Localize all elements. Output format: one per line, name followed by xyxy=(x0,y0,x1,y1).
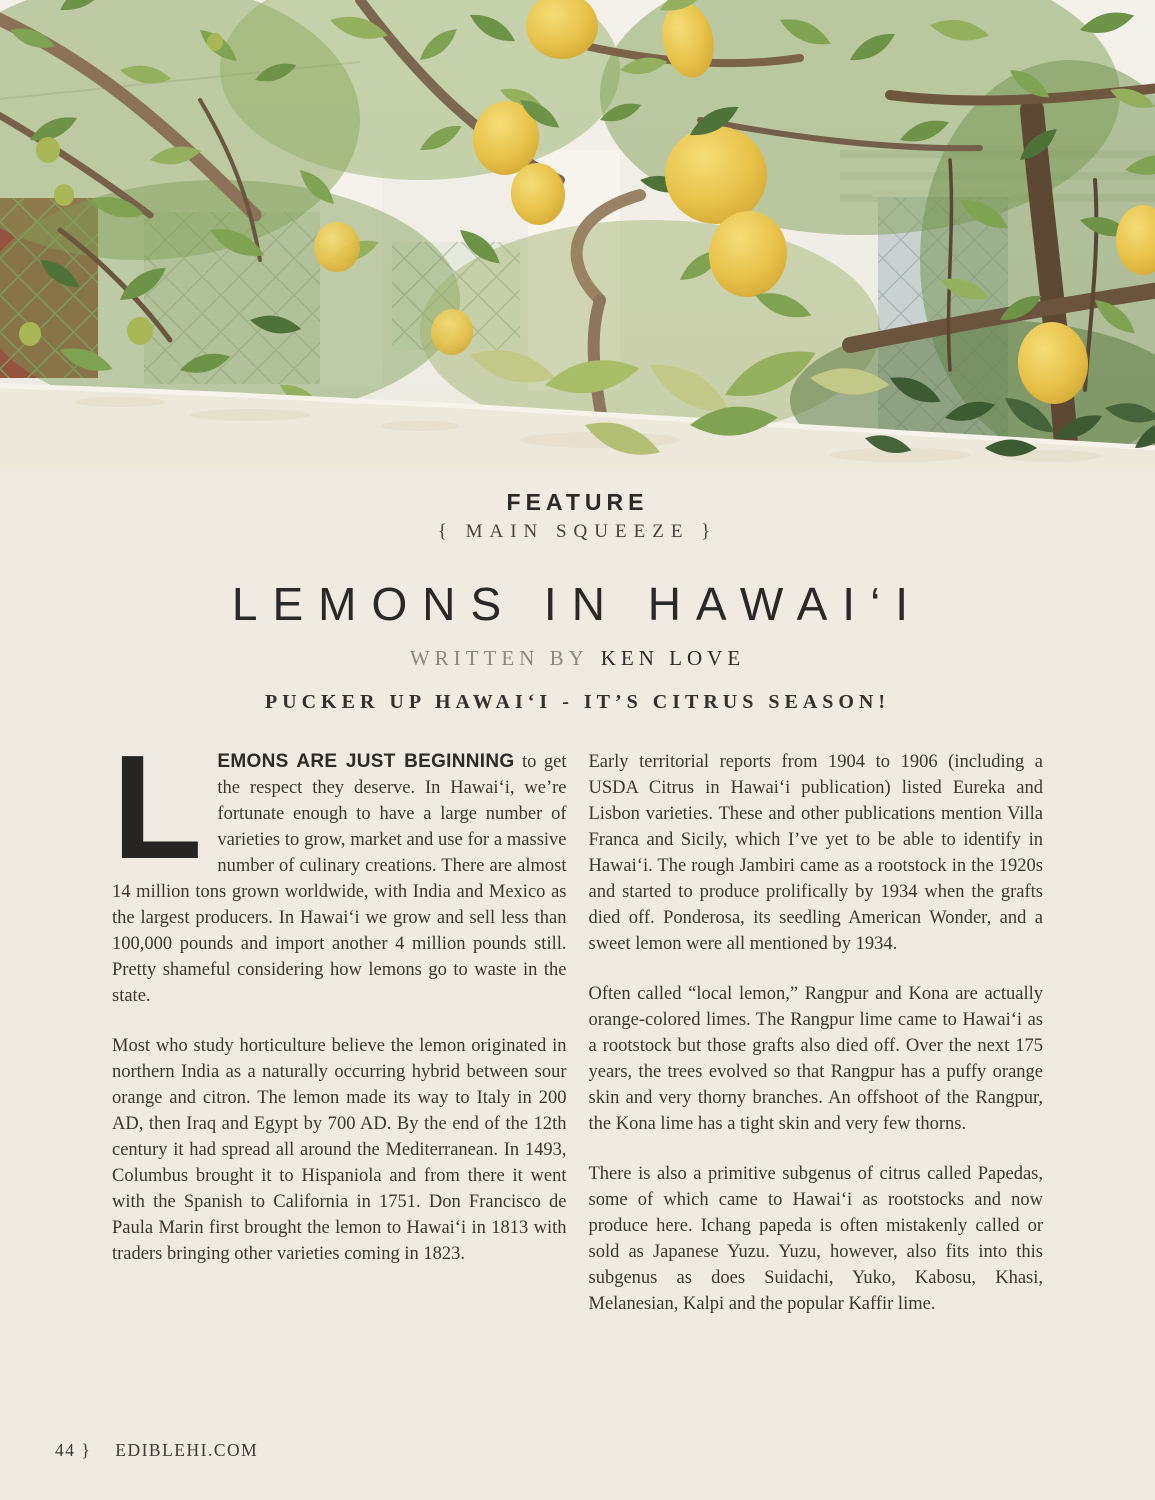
website-url: EDIBLEHI.COM xyxy=(115,1440,259,1460)
lead-in-text: EMONS ARE JUST BEGINNING xyxy=(217,751,515,772)
byline-author: KEN LOVE xyxy=(600,646,746,670)
lead-paragraph xyxy=(112,725,567,1009)
byline-prefix: WRITTEN BY xyxy=(409,646,589,670)
left-column xyxy=(112,725,567,1317)
lemon-tree-illustration xyxy=(0,0,1155,470)
section-kicker: FEATURE xyxy=(506,489,649,515)
drop-cap: L xyxy=(112,725,203,890)
body-paragraph: Early territorial reports from 1904 to 1906 (including a USDA Citrus in Hawai‘i publication) listed Eureka and Lisbon varieties. These and other publications mention Villa Franca and Sicily, which I’ve yet to be able to identify in Hawai‘i. The rough Jambiri came as a rootstock in the 1920s and started to produce prolifically by 1934 when the grafts died off. Ponderosa, its seedling American Wonder, and a sweet lemon were all mentioned by 1934. xyxy=(588,752,1043,954)
body-paragraph: Often called “local lemon,” Rangpur and Kona are actually orange-colored limes. The Rangpur lime came to Hawai‘i as a rootstock but those grafts also died off. Over the next 175 years, the trees evolved so that Rangpur has a puffy orange skin and very thorny branches. An offshoot of the Rangpur, the Kona lime has a tight skin and very few thorns. xyxy=(588,984,1043,1134)
article-body xyxy=(112,725,1043,1317)
article-title: LEMONS IN HAWAI‘I xyxy=(231,578,924,630)
lead-rest-text: to get the respect they deserve. In Hawai‘i, we’re fortunate enough to have a large number of varieties to grow, market and use for a massive number of culinary creations. There are almost 14 million tons grown worldwide, with India and Mexico as the largest producers. In Hawai‘i we grow and sell less than 100,000 pounds and import another 4 million pounds still. Pretty shameful considering how lemons go to waste in the state. xyxy=(112,752,567,1006)
article-subtitle: PUCKER UP HAWAI‘I - IT’S CITRUS SEASON! xyxy=(264,691,891,713)
right-column xyxy=(589,749,1044,1317)
column-category: { MAIN SQUEEZE } xyxy=(437,521,718,542)
page-number: 44 } xyxy=(55,1440,92,1460)
lemon-tree-photo xyxy=(0,0,1155,470)
body-paragraph: There is also a primitive subgenus of citrus called Papedas, some of which came to Hawai‘i as rootstocks and now produce here. Ichang papeda is often mistakenly called or sold as Japanese Yuzu. Yuzu, however, also fits into this subgenus as does Suidachi, Yuko, Kabosu, Khasi, Melanesian, Kalpi and the popular Kaffir lime. xyxy=(588,1164,1043,1314)
byline xyxy=(0,646,1155,671)
body-paragraph: Most who study horticulture believe the lemon originated in northern India as a naturally occurring hybrid between sour orange and citron. The lemon made its way to Italy in 200 AD, then Iraq and Egypt by 700 AD. By the end of the 12th century it had spread all around the Mediterranean. In 1493, Columbus brought it to Hispaniola and from there it went with the Spanish to California in 1751. Don Francisco de Paula Marin first brought the lemon to Hawai‘i in 1813 with traders bringing other varieties coming in 1823. xyxy=(112,1036,567,1264)
page-footer xyxy=(55,1440,258,1461)
